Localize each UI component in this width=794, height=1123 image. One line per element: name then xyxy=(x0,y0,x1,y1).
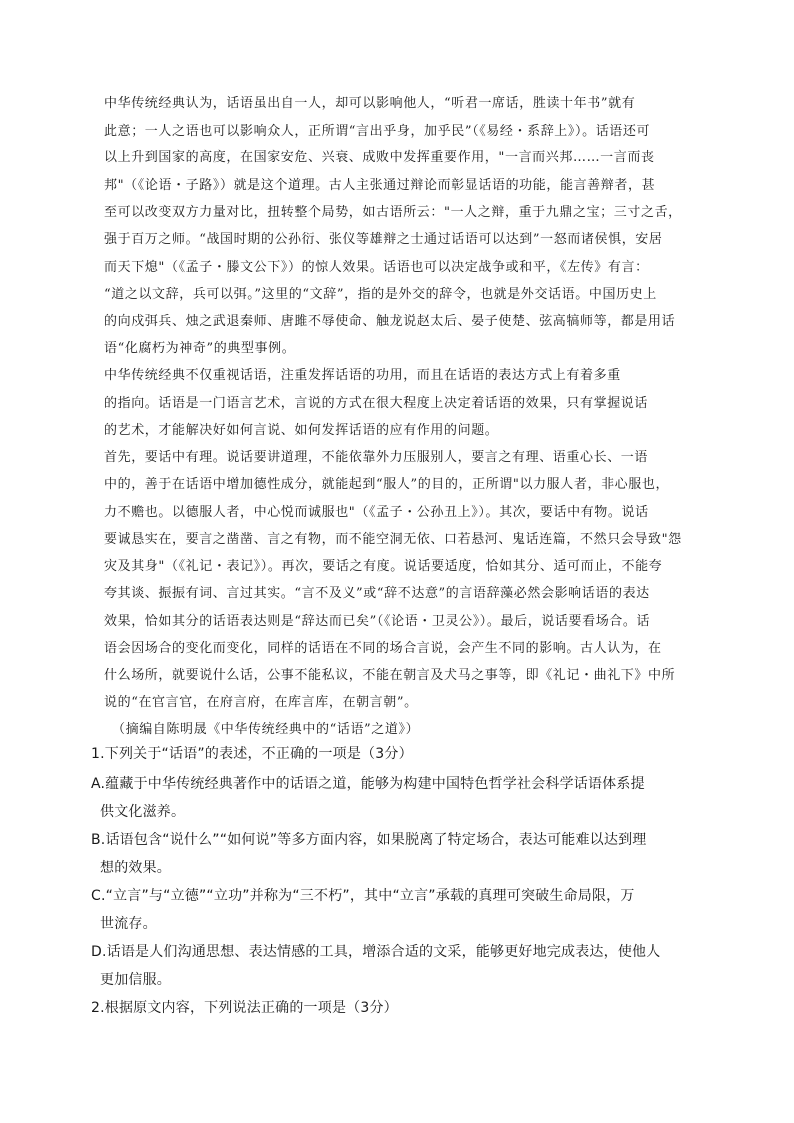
passage-line: 至可以改变双方力量对比，扭转整个局势，如古语所云："一人之辩，重于九鼎之宝；三寸之舌， xyxy=(104,205,682,220)
question-1-option-d: D.话语是人们沟通思想、表达情感的工具，增添合适的文采，能够更好地完成表达，使他人 xyxy=(91,944,661,960)
passage-line: 强于百万之师。“战国时期的公孙衍、张仪等雄辩之士通过话语可以达到”一怒而诸侯惧，安居 xyxy=(104,232,663,247)
passage-line: 语“化腐朽为神奇”的典型事例。 xyxy=(104,341,296,356)
passage-line: 邦"（《论语・子路》）就是这个道理。古人主张通过辩论而彰显话语的功能，能言善辩者，甚 xyxy=(104,178,656,193)
question-1-option-b-cont: 想的效果。 xyxy=(100,860,171,876)
passage-line: 首先，要话中有理。说话要讲道理，不能依靠外力压服别人，要言之有理、语重心长、一语 xyxy=(104,450,649,465)
passage-line: 此意；一人之语也可以影响众人，正所谓“言出乎身，加乎民”（《易经・系辞上》）。话语还可 xyxy=(104,124,651,139)
passage-line: 说的“在官言官，在府言府，在库言库，在朝言朝”。 xyxy=(104,695,418,710)
passage-line: “道之以文辞，兵可以弭。”这里的“文辞”，指的是外交的辞令，也就是外交话语。中国历史上 xyxy=(104,287,657,302)
passage-line: 的向戍弭兵、烛之武退秦师、唐雎不辱使命、触龙说赵太后、晏子使楚、弦高犒师等，都是用话 xyxy=(104,314,676,329)
passage-line: 中华传统经典认为，话语虽出自一人，却可以影响他人，“听君一席话，胜读十年书”就有 xyxy=(104,96,636,111)
question-1-option-c-cont: 世流存。 xyxy=(100,916,157,932)
passage-line: 而天下熄"（《孟子・滕文公下》）的惊人效果。话语也可以决定战争或和平，《左传》有言： xyxy=(104,260,649,275)
question-1-option-a: A.蕴藏于中华传统经典著作中的话语之道，能够为构建中国特色哲学社会科学话语体系提 xyxy=(91,776,645,792)
question-2-stem: 2.根据原文内容，下列说法正确的一项是（3分） xyxy=(91,1000,398,1016)
passage-line: 什么场所，就要说什么话，公事不能私议，不能在朝言及犬马之事等，即《礼记・曲礼下》中所 xyxy=(104,668,676,683)
passage-line: 夸其谈、振振有词、言过其实。“言不及义”或“辞不达意”的言语辞藻必然会影响话语的表达 xyxy=(104,586,650,601)
passage-line: 中华传统经典不仅重视话语，注重发挥话语的功用，而且在话语的表达方式上有着多重 xyxy=(104,368,621,383)
passage-line: 要诚恳实在，要言之凿凿、言之有物，而不能空洞无依、口若悬河、鬼话连篇，不然只会导致"怨 xyxy=(104,532,682,547)
passage-line: 语会因场合的变化而变化，同样的话语在不同的场合言说，会产生不同的影响。古人认为，在 xyxy=(104,641,662,656)
question-1-option-a-cont: 供文化滋养。 xyxy=(100,804,186,820)
passage-line: 力不赡也。以德服人者，中心悦而诚服也"（《孟子・公孙丑上》）。其次，要话中有物。说话 xyxy=(104,505,649,520)
question-1-option-d-cont: 更加信服。 xyxy=(100,972,171,988)
passage-line: 效果，恰如其分的话语表达则是“辞达而已矣”（《论语・卫灵公》）。最后，说话要看场合。话 xyxy=(104,614,651,629)
passage-line: 灾及其身"（《礼记・表记》）。再次，要话之有度。说话要适度，恰如其分、适可而止，不能夸 xyxy=(104,559,663,574)
passage-line: 的艺术，才能解决好如何言说、如何发挥话语的应有作用的问题。 xyxy=(104,423,499,438)
passage-line: 以上升到国家的高度，在国家安危、兴衰、成败中发挥重要作用，"一言而兴邦……一言而丧 xyxy=(104,150,655,165)
question-1-option-c: C.“立言”与“立德”“立功”并称为“三不朽”，其中“立言”承载的真理可突破生命局限，万 xyxy=(91,888,635,904)
passage-line: 中的，善于在话语中增加德性成分，就能起到“服人”的目的，正所谓"以力服人者，非心服也， xyxy=(104,477,670,492)
passage-source: （摘编自陈明晟《中华传统经典中的“话语”之道》） xyxy=(112,722,420,737)
question-1-stem: 1.下列关于“话语”的表述，不正确的一项是（3分） xyxy=(91,746,413,762)
question-1-option-b: B.话语包含“说什么”“如何说”等多方面内容，如果脱离了特定场合，表达可能难以达到理 xyxy=(91,832,647,848)
passage-line: 的指向。话语是一门语言艺术，言说的方式在很大程度上决定着话语的效果，只有掌握说话 xyxy=(104,396,649,411)
